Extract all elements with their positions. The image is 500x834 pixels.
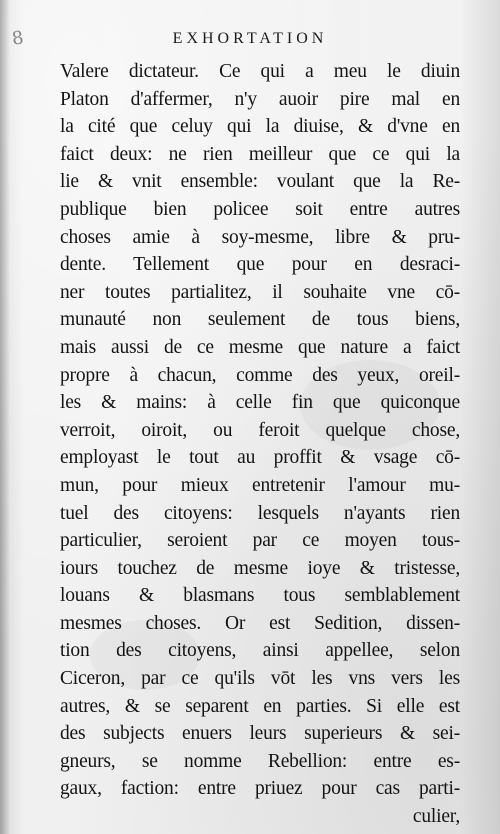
text-line: verroit, oiroit, ou feroit quelque chose, xyxy=(60,419,460,441)
text-line: faict deux: ne rien meilleur que ce qui la xyxy=(60,143,460,165)
text-line: des subjects enuers leurs superieurs & sei- xyxy=(60,723,460,745)
text-line: iours touchez de mesme ioye & tristesse, xyxy=(60,557,460,579)
text-line: dente. Tellement que pour en desraci- xyxy=(60,254,460,276)
text-line: tion des citoyens, ainsi appellee, selon xyxy=(60,640,460,662)
running-head: EXHORTATION xyxy=(172,30,328,47)
text-line: autres, & se separent en parties. Si elle est xyxy=(60,695,460,717)
text-line: Valere dictateur. Ce qui a meu le diuin xyxy=(60,61,460,82)
text-line: employast le tout au proffit & vsage cō- xyxy=(60,447,460,469)
page-gutter-shadow xyxy=(0,0,10,834)
text-line: Platon d'affermer, n'y auoir pire mal en xyxy=(60,88,460,110)
text-line: publique bien policee soit entre autres xyxy=(60,198,460,220)
text-line: louans & blasmans tous semblablement xyxy=(60,585,460,607)
text-line: les & mains: à celle fin que quiconque xyxy=(60,392,460,414)
text-line: tuel des citoyens: lesquels n'ayants rien xyxy=(60,502,460,524)
text-line: munauté non seulement de tous biens, xyxy=(60,309,460,331)
body-text xyxy=(60,58,460,831)
text-line: mais aussi de ce mesme que nature a faict xyxy=(60,336,460,358)
text-line: particulier, seroient par ce moyen tous- xyxy=(60,530,460,552)
signature-mark: 8 xyxy=(10,27,25,50)
text-line: gneurs, se nomme Rebellion: entre es- xyxy=(60,750,460,772)
text-line: lie & vnit ensemble: voulant que la Re- xyxy=(60,171,460,193)
text-line: gaux, faction: entre priuez pour cas parti- xyxy=(60,778,460,800)
text-line: mesmes choses. Or est Sedition, dissen- xyxy=(60,612,460,634)
text-line: la cité que celuy qui la diuise, & d'vne en xyxy=(60,116,460,138)
text-line: propre à chacun, comme des yeux, oreil- xyxy=(60,364,460,386)
text-line: ner toutes partialitez, il souhaite vne cō- xyxy=(60,281,460,303)
text-line: Ciceron, par ce qu'ils vōt les vns vers les xyxy=(60,668,460,690)
text-line: choses amie à soy-mesme, libre & pru- xyxy=(60,226,460,248)
text-line: culier, xyxy=(412,806,460,828)
text-line: mun, pour mieux entretenir l'amour mu- xyxy=(60,474,460,496)
